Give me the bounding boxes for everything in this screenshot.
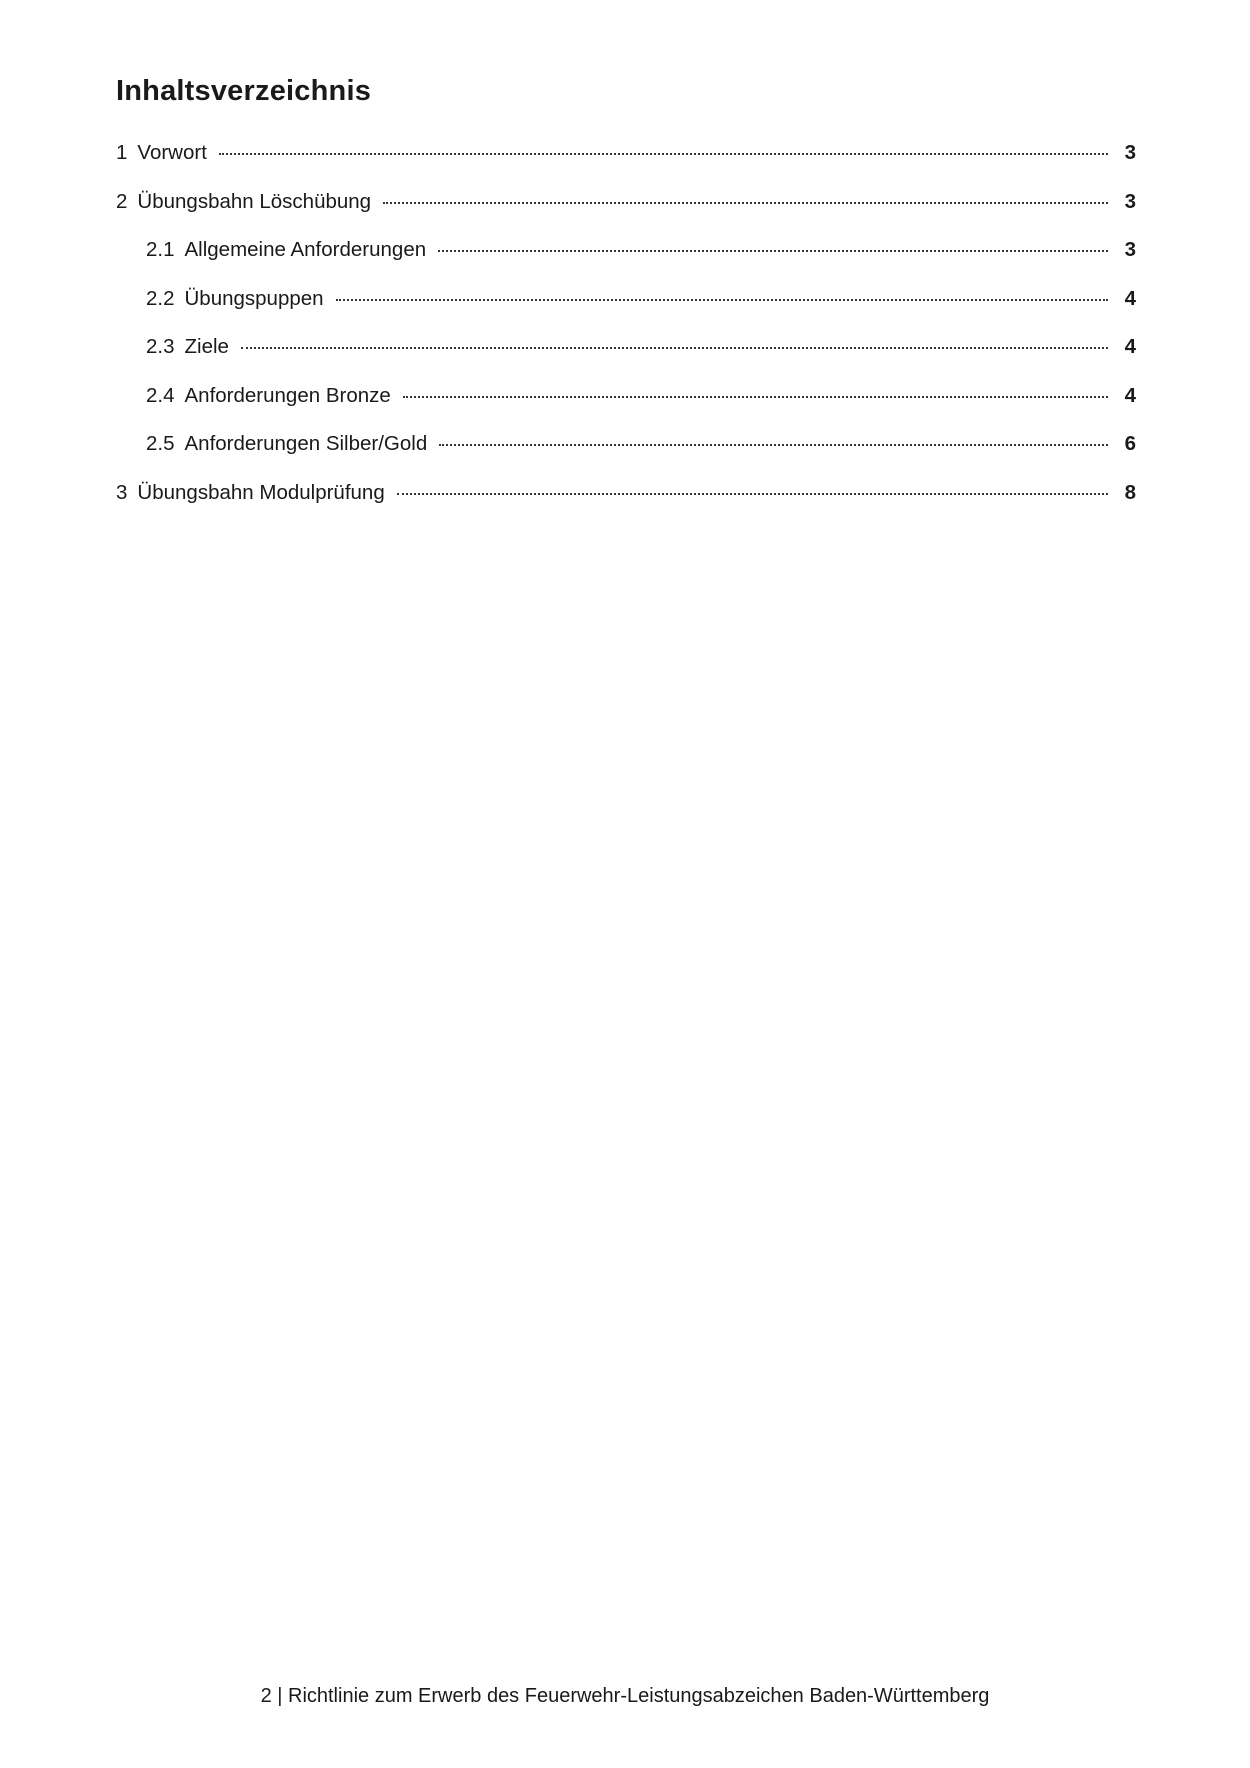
toc-entry[interactable] (116, 190, 1136, 239)
toc-entry-page: 3 (1124, 189, 1136, 213)
toc-entry-number: 2 (116, 189, 128, 213)
toc-title: Inhaltsverzeichnis (116, 75, 372, 107)
toc-entry-page: 4 (1124, 335, 1136, 358)
toc-entry-number: 1 (116, 141, 128, 164)
toc-entry-label: Vorwort (137, 141, 207, 164)
toc-entry[interactable] (116, 384, 1136, 433)
toc-entry-label: Anforderungen Silber/Gold (184, 432, 428, 455)
toc-dot-leader (439, 444, 1108, 446)
toc-entry-number: 2.2 (146, 286, 175, 310)
toc-entry-number: 2.4 (146, 383, 175, 407)
toc-dot-leader (397, 493, 1108, 495)
toc-entry-label: Übungspuppen (184, 286, 324, 310)
table-of-contents (116, 141, 1136, 529)
toc-dot-leader (403, 396, 1108, 398)
toc-entry[interactable] (116, 335, 1136, 384)
toc-entry-page: 3 (1124, 238, 1136, 261)
toc-entry[interactable] (116, 287, 1136, 336)
toc-entry[interactable] (116, 481, 1136, 530)
toc-entry-label: Anforderungen Bronze (184, 383, 391, 407)
toc-dot-leader (219, 153, 1108, 155)
toc-entry-number: 2.1 (146, 238, 175, 261)
toc-dot-leader (383, 202, 1108, 204)
toc-dot-leader (241, 347, 1108, 349)
page-footer: 2 | Richtlinie zum Erwerb des Feuerwehr-Leistungsabzeichen Baden-Württemberg (260, 1685, 990, 1707)
toc-entry-number: 2.3 (146, 335, 175, 358)
toc-entry[interactable] (116, 238, 1136, 287)
toc-entry-label: Übungsbahn Modulprüfung (137, 480, 385, 504)
toc-entry-page: 8 (1124, 480, 1136, 504)
toc-dot-leader (336, 299, 1108, 301)
toc-entry-number: 2.5 (146, 432, 175, 455)
toc-entry-page: 4 (1124, 286, 1136, 310)
toc-entry-label: Ziele (184, 335, 229, 358)
toc-entry-label: Übungsbahn Löschübung (137, 189, 372, 213)
toc-dot-leader (438, 250, 1108, 252)
toc-entry-page: 4 (1124, 383, 1136, 407)
toc-entry-number: 3 (116, 480, 128, 504)
toc-entry[interactable] (116, 141, 1136, 190)
toc-entry-page: 6 (1124, 432, 1136, 455)
toc-entry-label: Allgemeine Anforderungen (184, 238, 427, 261)
toc-entry[interactable] (116, 432, 1136, 481)
toc-entry-page: 3 (1124, 141, 1136, 164)
